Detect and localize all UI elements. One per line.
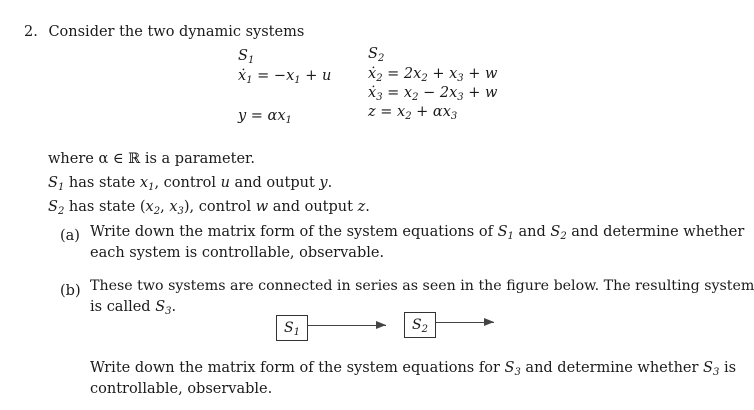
- s1-description: $S_1$ has state $x_1$, control u and output y.: [48, 175, 333, 193]
- connector-arrow: [376, 321, 386, 329]
- problem-number: 2.: [24, 24, 38, 40]
- s1-output-equation: $y = \alpha x_1$: [238, 108, 292, 126]
- part-a-marker: (a): [60, 228, 80, 244]
- part-b-line-3: Write down the matrix form of the system equations for $S_3$ and determine whether $S_3$ is: [90, 360, 737, 378]
- problem-intro: Consider the two dynamic systems: [48, 24, 305, 40]
- connector-line: [308, 325, 386, 326]
- part-b-line-4: controllable, observable.: [90, 381, 273, 397]
- output-arrow: [484, 318, 494, 326]
- problem-header: [24, 24, 304, 40]
- block-s2: $S_2$: [404, 312, 436, 338]
- s2-state-equation-1: ẋ$_2$ = $2x_2 + x_3 + w$: [368, 66, 498, 84]
- s1-state-equation: ẋ$_1$ = $-x_1 + u$: [238, 68, 332, 86]
- s2-description: $S_2$ has state ($x_2$, $x_3$), control w and output z.: [48, 199, 370, 217]
- part-a-line-2: each system is controllable, observable.: [90, 245, 385, 261]
- parameter-note: where α ∈ ℝ is a parameter.: [48, 151, 255, 167]
- part-b-marker: (b): [60, 283, 81, 299]
- s2-label: $S_2$: [368, 46, 385, 64]
- block-s1: $S_1$: [276, 315, 308, 341]
- s2-output-equation: $z = x_2 + \alpha x_3$: [368, 104, 458, 122]
- part-b-line-1: These two systems are connected in series as seen in the figure below. The resulting system: [90, 278, 754, 294]
- part-b-line-2: is called $S_3$.: [90, 299, 177, 317]
- part-a-line-1: Write down the matrix form of the system equations of $S_1$ and $S_2$ and determine whether: [90, 224, 745, 242]
- s2-state-equation-2: ẋ$_3$ = $x_2 - 2x_3 + w$: [368, 85, 498, 103]
- s1-label: $S_1$: [238, 48, 255, 66]
